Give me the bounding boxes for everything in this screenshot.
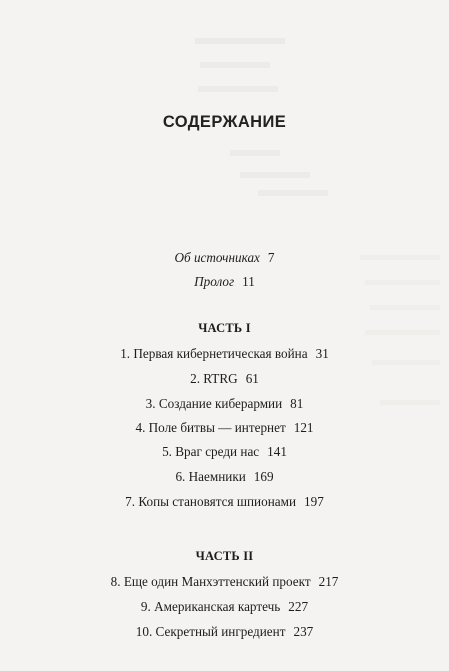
toc-entry-label: 9. Американская картечь (140, 599, 281, 614)
part-heading: ЧАСТЬ II (195, 549, 254, 563)
toc-entry-page: 31 (315, 346, 329, 361)
toc-entry (0, 420, 449, 436)
toc-entry-page: 169 (253, 469, 274, 484)
toc-entry-page: 61 (245, 371, 259, 386)
toc-entry (0, 624, 449, 640)
toc-entry-page: 81 (290, 396, 304, 411)
toc-entry-page: 217 (318, 574, 339, 589)
part-heading: ЧАСТЬ I (198, 321, 251, 335)
toc-entry-label: 7. Копы становятся шпионами (125, 494, 297, 509)
toc-entry (0, 574, 449, 590)
toc-entry-label: 2. RTRG (190, 371, 238, 386)
toc-entry-page: 7 (267, 250, 275, 265)
toc-entry-label: 4. Поле битвы — интернет (135, 420, 286, 435)
toc-entry (0, 599, 449, 615)
toc-entry-label: 6. Наемники (175, 469, 246, 484)
toc-entry-label: Пролог (194, 274, 235, 289)
toc-entry (0, 444, 449, 460)
toc-entry-label: 10. Секретный ингредиент (135, 624, 286, 639)
toc-entry-page: 197 (304, 494, 324, 509)
toc-entry-page: 11 (242, 274, 255, 289)
toc-entry (0, 346, 449, 362)
toc-entry (0, 371, 449, 387)
toc-entry (0, 396, 449, 412)
toc-entry (0, 250, 449, 266)
toc-entry-page: 237 (293, 624, 314, 639)
toc-entry-page: 121 (293, 420, 314, 435)
toc-entry-page: 141 (267, 444, 287, 459)
toc-entry-page: 227 (288, 599, 309, 614)
toc-entry-label: Об источниках (174, 250, 260, 265)
toc-entry-label: 5. Враг среди нас (162, 444, 260, 459)
toc-entry-label: 3. Создание киберармии (145, 396, 283, 411)
toc-entry (0, 469, 449, 485)
page-title: СОДЕРЖАНИЕ (162, 113, 287, 131)
toc-entry-label: 8. Еще один Манхэттенский проект (110, 574, 311, 589)
toc-entry (0, 274, 449, 290)
toc-entry-label: 1. Первая кибернетическая война (120, 346, 308, 361)
toc-entry (0, 494, 449, 510)
